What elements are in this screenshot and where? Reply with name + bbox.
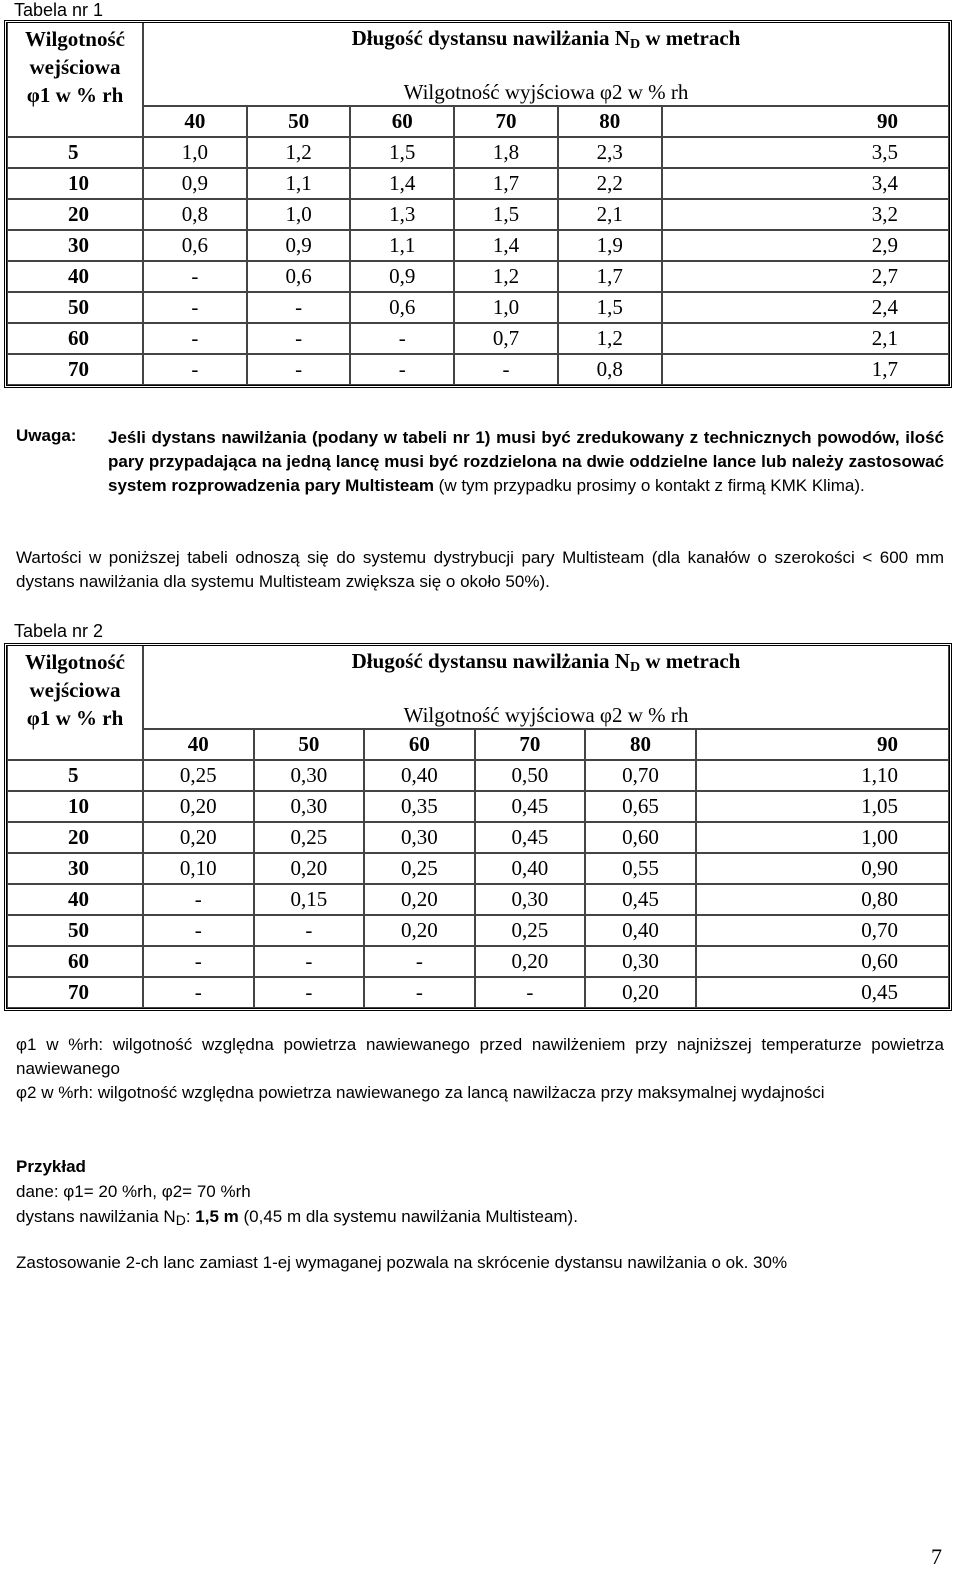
table-cell: 0,20 xyxy=(364,915,475,946)
column-header: 50 xyxy=(254,729,365,760)
column-header: 90 xyxy=(696,729,949,760)
row-header: 10 xyxy=(7,168,143,199)
table-cell: - xyxy=(143,261,247,292)
example-result-sub: D xyxy=(175,1212,186,1228)
table-cell: 0,20 xyxy=(143,791,254,822)
input-header-line: Wilgotność xyxy=(25,650,125,674)
table-cell: 0,30 xyxy=(254,760,365,791)
input-header-line: wejściowa xyxy=(29,55,121,79)
row-header: 70 xyxy=(7,354,143,385)
table-cell: 0,35 xyxy=(364,791,475,822)
table-cell: 2,1 xyxy=(558,199,662,230)
table-cell: 0,20 xyxy=(364,884,475,915)
example-result-value: 1,5 m xyxy=(195,1207,239,1226)
table-cell: 0,20 xyxy=(585,977,696,1008)
table-cell: 1,0 xyxy=(143,137,247,168)
input-header-line: wejściowa xyxy=(29,678,121,702)
table-cell: - xyxy=(350,354,454,385)
definition-phi1: φ1 w %rh: wilgotność względna powietrza nawiewanego przed nawilżeniem przy najniższej temperaturze powietrza nawiewanego xyxy=(16,1035,944,1078)
input-header-line: φ1 w % rh xyxy=(26,83,124,107)
table-row xyxy=(7,261,949,292)
table-cell: 1,1 xyxy=(350,230,454,261)
table-cell: 0,60 xyxy=(585,822,696,853)
table-cell: - xyxy=(454,354,558,385)
table-cell: 0,70 xyxy=(696,915,949,946)
row-header: 30 xyxy=(7,230,143,261)
table-cell: 0,6 xyxy=(247,261,351,292)
row-header: 5 xyxy=(7,137,143,168)
table-cell: 0,90 xyxy=(696,853,949,884)
table-cell: 0,15 xyxy=(254,884,365,915)
table2-label: Tabela nr 2 xyxy=(14,621,104,641)
table-cell: - xyxy=(254,946,365,977)
example-given: dane: φ1= 20 %rh, φ2= 70 %rh xyxy=(16,1182,251,1201)
table-cell: 1,7 xyxy=(662,354,949,385)
subtitle-text: Wilgotność wyjściowa φ2 w % rh xyxy=(403,703,689,727)
input-humidity-header xyxy=(7,646,143,760)
example-result-suffix: (0,45 m dla systemu nawilżania Multisteam). xyxy=(238,1207,578,1226)
row-header: 5 xyxy=(7,760,143,791)
table-cell: 1,7 xyxy=(558,261,662,292)
example-result-colon: : xyxy=(185,1207,196,1226)
table-cell: 1,00 xyxy=(696,822,949,853)
table-row xyxy=(7,199,949,230)
table-cell: 0,20 xyxy=(254,853,365,884)
column-header: 40 xyxy=(143,106,247,137)
note-bold-text: Jeśli dystans nawilżania (podany w tabeli nr 1) musi być zredukowany z technicznych powodów, ilość pary przypadająca na jedną lancę musi być rozdzielona na dwie oddzielne lance lub należy zastosować system rozprowadzenia pary Multisteam xyxy=(108,428,944,495)
table-row xyxy=(7,977,949,1008)
output-humidity-subtitle xyxy=(143,79,949,106)
row-header: 50 xyxy=(7,292,143,323)
table-cell: - xyxy=(254,977,365,1008)
table-cell: 2,9 xyxy=(662,230,949,261)
table-cell: 1,05 xyxy=(696,791,949,822)
table-cell: 0,45 xyxy=(696,977,949,1008)
table-cell: 0,50 xyxy=(475,760,586,791)
input-header-line: φ1 w % rh xyxy=(26,706,124,730)
table-cell: 1,8 xyxy=(454,137,558,168)
column-header: 80 xyxy=(558,106,662,137)
table-cell: 1,5 xyxy=(558,292,662,323)
example-result-prefix: dystans nawilżania N xyxy=(16,1207,176,1226)
table-cell: 0,40 xyxy=(585,915,696,946)
table-cell: 0,9 xyxy=(143,168,247,199)
table-cell: 1,9 xyxy=(558,230,662,261)
output-humidity-subtitle xyxy=(143,702,949,729)
table-row xyxy=(7,168,949,199)
column-header: 90 xyxy=(662,106,949,137)
table-cell: - xyxy=(254,915,365,946)
table-cell: 1,2 xyxy=(558,323,662,354)
table-cell: - xyxy=(143,323,247,354)
table-cell: - xyxy=(143,946,254,977)
column-header-row xyxy=(7,729,949,760)
row-header: 40 xyxy=(7,261,143,292)
table-cell: 0,70 xyxy=(585,760,696,791)
row-header: 40 xyxy=(7,884,143,915)
table-cell: 0,9 xyxy=(247,230,351,261)
table-cell: 0,6 xyxy=(143,230,247,261)
table-cell: 1,4 xyxy=(350,168,454,199)
table-cell: 0,20 xyxy=(475,946,586,977)
closing-statement: Zastosowanie 2-ch lanc zamiast 1-ej wymaganej pozwala na skrócenie dystansu nawilżania o ok. 30% xyxy=(16,1253,788,1272)
table-cell: - xyxy=(143,354,247,385)
table-row xyxy=(7,915,949,946)
row-header: 50 xyxy=(7,915,143,946)
subtitle-text: Wilgotność wyjściowa φ2 w % rh xyxy=(403,80,689,104)
title-suffix: w metrach xyxy=(640,26,741,50)
table-cell: 1,0 xyxy=(247,199,351,230)
table-row xyxy=(7,354,949,385)
table2-intro: Wartości w poniższej tabeli odnoszą się do systemu dystrybucji pary Multisteam (dla kanałów o szerokości < 600 mm dystans nawilżania dla systemu Multisteam zwiększa się o około 50%). xyxy=(16,548,944,591)
table-cell: 1,3 xyxy=(350,199,454,230)
table-cell: 3,2 xyxy=(662,199,949,230)
table-cell: 1,5 xyxy=(350,137,454,168)
table-row xyxy=(7,884,949,915)
column-header: 60 xyxy=(350,106,454,137)
table-cell: - xyxy=(364,977,475,1008)
table-cell: 0,60 xyxy=(696,946,949,977)
table-cell: 0,25 xyxy=(364,853,475,884)
header-subtitle-row xyxy=(7,79,949,106)
table-cell: 0,45 xyxy=(585,884,696,915)
table-cell: 2,4 xyxy=(662,292,949,323)
note-normal-text: (w tym przypadku prosimy o kontakt z firmą KMK Klima). xyxy=(433,476,865,495)
row-header: 20 xyxy=(7,822,143,853)
table1 xyxy=(4,20,952,388)
column-header: 80 xyxy=(585,729,696,760)
header-title-row xyxy=(7,646,949,702)
title-prefix: Długość dystansu nawilżania N xyxy=(351,649,630,673)
table-cell: 1,5 xyxy=(454,199,558,230)
table-cell: 1,10 xyxy=(696,760,949,791)
table-cell: - xyxy=(143,977,254,1008)
example-result xyxy=(16,1205,944,1229)
table-cell: 1,2 xyxy=(454,261,558,292)
table-row xyxy=(7,853,949,884)
row-header: 60 xyxy=(7,323,143,354)
table-cell: 2,7 xyxy=(662,261,949,292)
table-cell: 0,30 xyxy=(585,946,696,977)
input-header-line: Wilgotność xyxy=(25,27,125,51)
title-subscript: D xyxy=(629,660,641,675)
table-cell: 0,40 xyxy=(364,760,475,791)
table-row xyxy=(7,760,949,791)
table-cell: 0,9 xyxy=(350,261,454,292)
table-cell: 0,45 xyxy=(475,791,586,822)
table-cell: - xyxy=(143,884,254,915)
header-subtitle-row xyxy=(7,702,949,729)
table-cell: 0,25 xyxy=(143,760,254,791)
table-row xyxy=(7,292,949,323)
table-cell: 0,6 xyxy=(350,292,454,323)
table-cell: 0,25 xyxy=(475,915,586,946)
column-header: 70 xyxy=(454,106,558,137)
table-cell: 0,80 xyxy=(696,884,949,915)
table-cell: 0,65 xyxy=(585,791,696,822)
table-cell: 0,7 xyxy=(454,323,558,354)
table-cell: 1,4 xyxy=(454,230,558,261)
table-cell: 0,20 xyxy=(143,822,254,853)
table-cell: 0,10 xyxy=(143,853,254,884)
row-header: 10 xyxy=(7,791,143,822)
table-cell: - xyxy=(247,354,351,385)
table-row xyxy=(7,822,949,853)
row-header: 20 xyxy=(7,199,143,230)
table-row xyxy=(7,323,949,354)
row-header: 30 xyxy=(7,853,143,884)
note-label: Uwaga: xyxy=(16,426,77,445)
row-header: 70 xyxy=(7,977,143,1008)
column-header: 60 xyxy=(364,729,475,760)
table-row xyxy=(7,137,949,168)
table-cell: 0,45 xyxy=(475,822,586,853)
table-cell: 2,2 xyxy=(558,168,662,199)
table-cell: 3,5 xyxy=(662,137,949,168)
table-cell: 3,4 xyxy=(662,168,949,199)
table-cell: 0,40 xyxy=(475,853,586,884)
table-cell: - xyxy=(364,946,475,977)
distance-title xyxy=(143,23,949,79)
table-cell: - xyxy=(350,323,454,354)
table2 xyxy=(4,643,952,1011)
note-body xyxy=(108,426,944,498)
example-heading: Przykład xyxy=(16,1157,86,1176)
table-row xyxy=(7,791,949,822)
table-cell: 1,1 xyxy=(247,168,351,199)
table-cell: 0,30 xyxy=(475,884,586,915)
table-cell: 0,30 xyxy=(364,822,475,853)
distance-title xyxy=(143,646,949,702)
table-cell: - xyxy=(247,323,351,354)
table-cell: 2,3 xyxy=(558,137,662,168)
column-header-row xyxy=(7,106,949,137)
table-cell: 1,7 xyxy=(454,168,558,199)
table-cell: 0,8 xyxy=(558,354,662,385)
table-cell: 0,25 xyxy=(254,822,365,853)
table-cell: - xyxy=(143,915,254,946)
table-cell: 1,0 xyxy=(454,292,558,323)
header-title-row xyxy=(7,23,949,79)
table-cell: 0,55 xyxy=(585,853,696,884)
table1-label: Tabela nr 1 xyxy=(14,0,104,20)
table-cell: - xyxy=(475,977,586,1008)
title-prefix: Długość dystansu nawilżania N xyxy=(351,26,630,50)
table-row xyxy=(7,946,949,977)
column-header: 40 xyxy=(143,729,254,760)
input-humidity-header xyxy=(7,23,143,137)
table-cell: - xyxy=(247,292,351,323)
table-cell: 0,8 xyxy=(143,199,247,230)
table-cell: - xyxy=(143,292,247,323)
page-number: 7 xyxy=(931,1544,942,1569)
column-header: 50 xyxy=(247,106,351,137)
definition-phi2: φ2 w %rh: wilgotność względna powietrza nawiewanego za lancą nawilżacza przy maksymalnej wydajności xyxy=(16,1083,825,1102)
column-header: 70 xyxy=(475,729,586,760)
title-subscript: D xyxy=(629,37,641,52)
table-row xyxy=(7,230,949,261)
table-cell: 2,1 xyxy=(662,323,949,354)
table-cell: 0,30 xyxy=(254,791,365,822)
title-suffix: w metrach xyxy=(640,649,741,673)
row-header: 60 xyxy=(7,946,143,977)
table-cell: 1,2 xyxy=(247,137,351,168)
